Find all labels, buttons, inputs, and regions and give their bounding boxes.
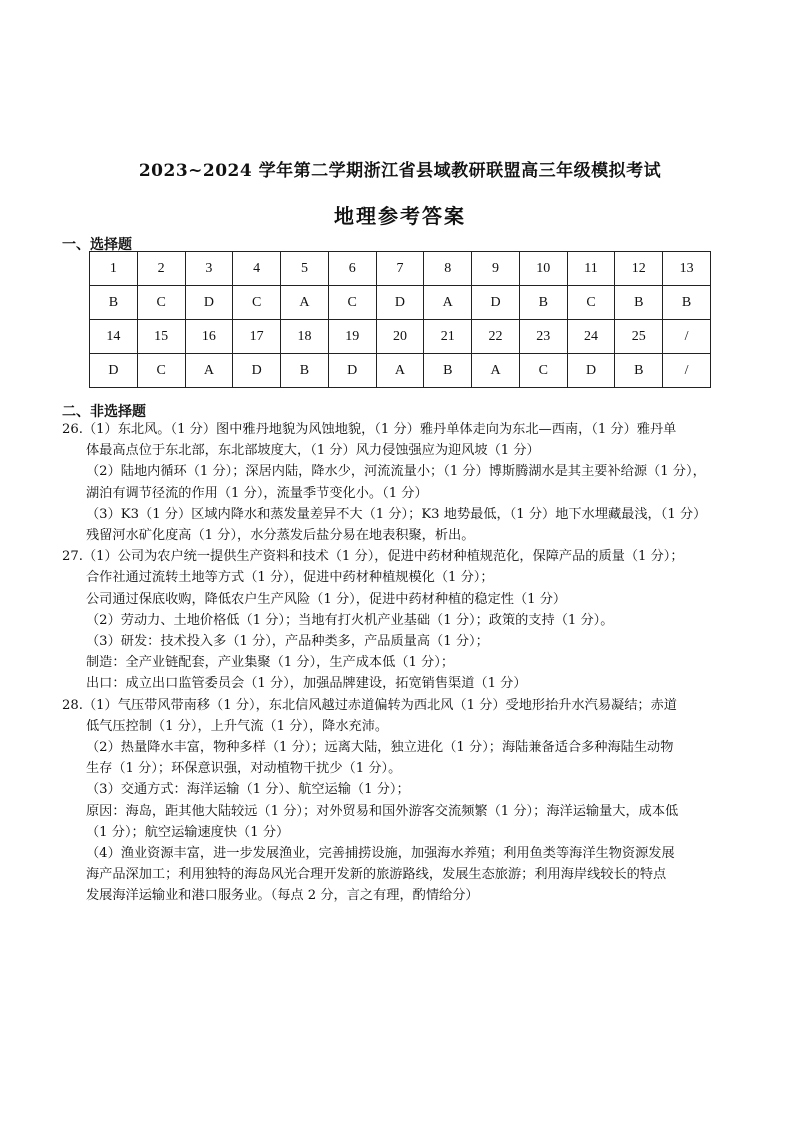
question-number-cell: 10 bbox=[519, 252, 567, 286]
answer-line: 出口：成立出口监管委员会（1 分），加强品牌建设，拓宽销售渠道（1 分） bbox=[86, 676, 527, 692]
answer-cell: A bbox=[472, 354, 520, 388]
answer-cell: B bbox=[519, 286, 567, 320]
answer-cell: D bbox=[233, 354, 281, 388]
answer-cell: D bbox=[90, 354, 138, 388]
answer-cell: C bbox=[519, 354, 567, 388]
question-number-cell: 17 bbox=[233, 320, 281, 354]
answer-cell: D bbox=[376, 286, 424, 320]
answer-line: （2）陆地内循环（1 分）；深居内陆，降水少，河流流量小；（1 分）博斯腾湖水是其主要补给源（1 分）， bbox=[86, 464, 706, 480]
question-number-cell: 2 bbox=[137, 252, 185, 286]
section-heading-open: 二、非选择题 bbox=[62, 404, 146, 420]
answer-line: （3）交通方式：海洋运输（1 分）、航空运输（1 分）； bbox=[86, 782, 410, 798]
answer-cell: B bbox=[663, 286, 711, 320]
answer-line: 原因：海岛，距其他大陆较远（1 分）；对外贸易和国外游客交流频繁（1 分）；海洋运输量大，成本低 bbox=[86, 803, 679, 819]
answer-line: （2）热量降水丰富，物种多样（1 分）；远离大陆，独立进化（1 分）；海陆兼备适合多种海陆生动物 bbox=[86, 740, 674, 756]
answer-cell: B bbox=[90, 286, 138, 320]
question-number-cell: 14 bbox=[90, 320, 138, 354]
answer-line: 制造：全产业链配套，产业集聚（1 分），生产成本低（1 分）； bbox=[86, 655, 455, 671]
answer-line: 26.（1）东北风。（1 分）图中雅丹地貌为风蚀地貌，（1 分）雅丹单体走向为东北—西南，（1 分）雅丹单 bbox=[62, 422, 677, 437]
question-number-cell: 11 bbox=[567, 252, 615, 286]
answer-row bbox=[90, 354, 711, 388]
question-number-cell: 19 bbox=[328, 320, 376, 354]
question-number-cell: 13 bbox=[663, 252, 711, 286]
open-answers bbox=[62, 419, 744, 907]
answer-line: 公司通过保底收购，降低农户生产风险（1 分），促进中药材种植的稳定性（1 分） bbox=[86, 591, 567, 607]
answer-cell: A bbox=[281, 286, 329, 320]
answer-cell: B bbox=[281, 354, 329, 388]
answer-cell: A bbox=[185, 354, 233, 388]
answer-cell: B bbox=[615, 354, 663, 388]
answer-row bbox=[90, 286, 711, 320]
answer-cell: A bbox=[376, 354, 424, 388]
answer-line: 海产品深加工；利用独特的海岛风光合理开发新的旅游路线，发展生态旅游；利用海岸线较长的特点 bbox=[86, 867, 667, 883]
answer-cell: C bbox=[233, 286, 281, 320]
answer-cell: / bbox=[663, 354, 711, 388]
answer-line: （1 分）；航空运输速度快（1 分） bbox=[86, 824, 290, 840]
question-number-cell: 15 bbox=[137, 320, 185, 354]
answer-line: （3）研发：技术投入多（1 分），产品种类多，产品质量高（1 分）； bbox=[86, 634, 489, 650]
question-number-row bbox=[90, 252, 711, 286]
answer-cell: D bbox=[472, 286, 520, 320]
question-number-cell: 6 bbox=[328, 252, 376, 286]
question-number-row bbox=[90, 320, 711, 354]
answer-table bbox=[89, 251, 711, 388]
answer-cell: C bbox=[137, 286, 185, 320]
question-number-cell: 8 bbox=[424, 252, 472, 286]
question-number-cell: 23 bbox=[519, 320, 567, 354]
question-number-cell: 24 bbox=[567, 320, 615, 354]
page-subtitle: 地理参考答案 bbox=[334, 204, 466, 228]
answer-line: （4）渔业资源丰富，进一步发展渔业，完善捕捞设施，加强海水养殖；利用鱼类等海洋生物资源发展 bbox=[86, 846, 675, 862]
answer-cell: C bbox=[567, 286, 615, 320]
question-number-cell: 12 bbox=[615, 252, 663, 286]
answer-line: 发展海洋运输业和港口服务业。（每点 2 分，言之有理，酌情给分） bbox=[86, 888, 479, 904]
answer-cell: C bbox=[328, 286, 376, 320]
answer-cell: C bbox=[137, 354, 185, 388]
question-number-cell: 21 bbox=[424, 320, 472, 354]
question-number-cell: 18 bbox=[281, 320, 329, 354]
answer-cell: B bbox=[424, 354, 472, 388]
question-number-cell: 9 bbox=[472, 252, 520, 286]
answer-line: 残留河水矿化度高（1 分），水分蒸发后盐分易在地表积聚，析出。 bbox=[86, 528, 475, 544]
question-number-cell: 22 bbox=[472, 320, 520, 354]
answer-line: 28.（1）气压带风带南移（1 分），东北信风越过赤道偏转为西北风（1 分）受地形抬升水汽易凝结；赤道 bbox=[62, 697, 677, 713]
answer-cell: D bbox=[185, 286, 233, 320]
page-title: 2023~2024 学年第二学期浙江省县域教研联盟高三年级模拟考试 bbox=[138, 161, 662, 181]
answer-line: 体最高点位于东北部，东北部坡度大，（1 分）风力侵蚀强应为迎风坡（1 分） bbox=[86, 443, 540, 459]
answer-cell: B bbox=[615, 286, 663, 320]
question-number-cell: 16 bbox=[185, 320, 233, 354]
answer-line: 合作社通过流转土地等方式（1 分），促进中药材种植规模化（1 分）； bbox=[86, 570, 494, 586]
question-number-cell: 1 bbox=[90, 252, 138, 286]
question-number-cell: 20 bbox=[376, 320, 424, 354]
question-number-cell: 4 bbox=[233, 252, 281, 286]
question-number-cell: / bbox=[663, 320, 711, 354]
question-number-cell: 3 bbox=[185, 252, 233, 286]
answer-cell: D bbox=[328, 354, 376, 388]
question-number-cell: 25 bbox=[615, 320, 663, 354]
answer-line: 低气压控制（1 分），上升气流（1 分），降水充沛。 bbox=[86, 718, 389, 734]
answer-line: （3）K3（1 分）区域内降水和蒸发量差异不大（1 分）；K3 地势最低，（1 分）地下水埋藏最浅，（1 分） bbox=[86, 506, 707, 522]
question-number-cell: 7 bbox=[376, 252, 424, 286]
answer-cell: D bbox=[567, 354, 615, 388]
section-heading-choice: 一、选择题 bbox=[62, 237, 132, 253]
answer-line: 27.（1）公司为农户统一提供生产资料和技术（1 分），促进中药材种植规范化，保障产品的质量（1 分）； bbox=[62, 549, 684, 565]
answer-cell: A bbox=[424, 286, 472, 320]
answer-line: 生存（1 分）；环保意识强，对动植物干扰少（1 分）。 bbox=[86, 761, 402, 777]
answer-line: （2）劳动力、土地价格低（1 分）；当地有打火机产业基础（1 分）；政策的支持（1 分）。 bbox=[86, 612, 614, 628]
answer-line: 湖泊有调节径流的作用（1 分），流量季节变化小。（1 分） bbox=[86, 485, 428, 501]
question-number-cell: 5 bbox=[281, 252, 329, 286]
